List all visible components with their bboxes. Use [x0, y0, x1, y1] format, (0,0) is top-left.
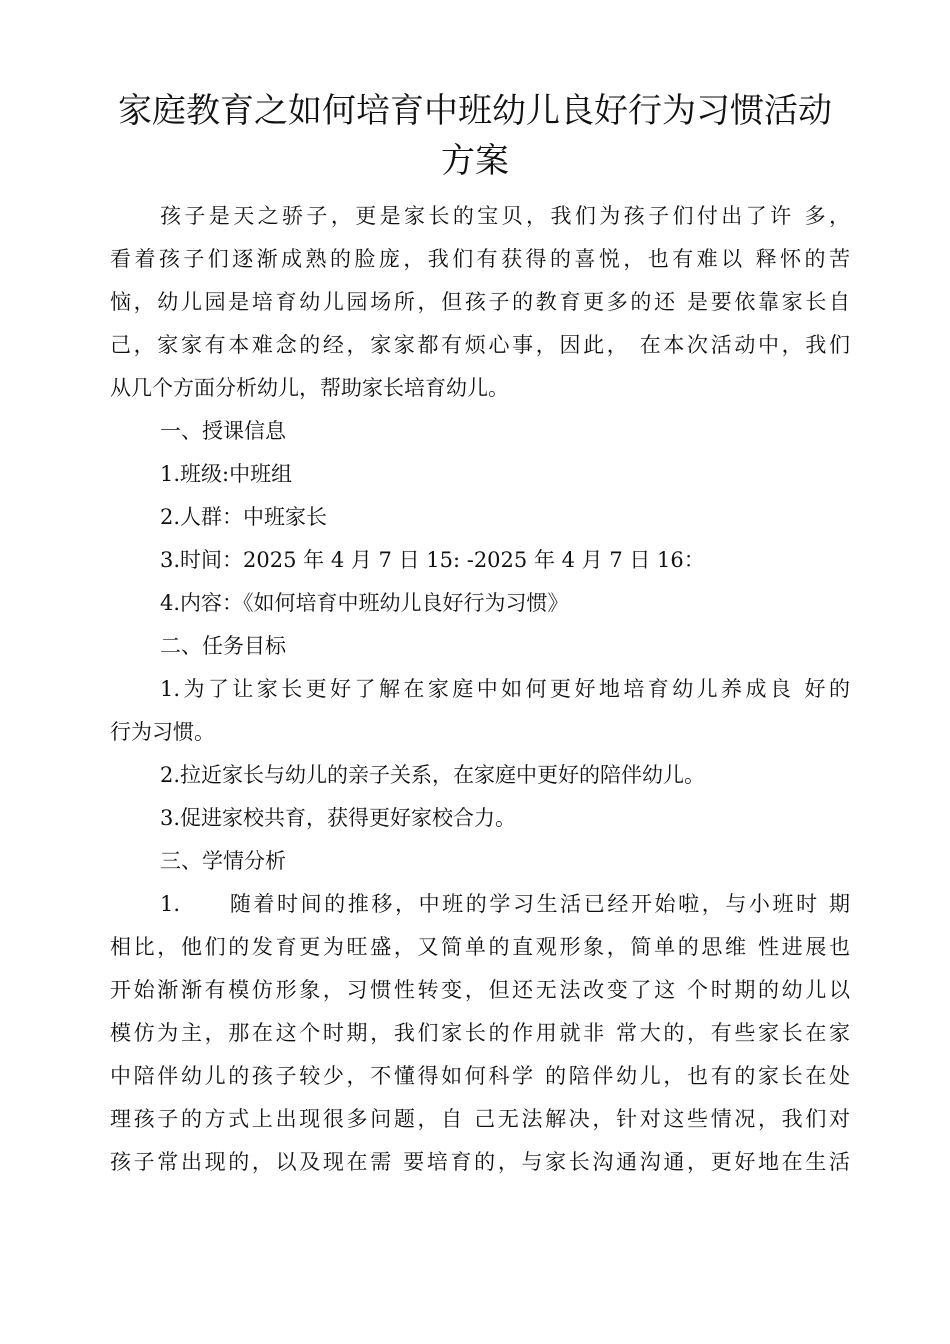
- section3-item-1-line-6: 理孩子的方式上出现很多问题，自 己无法解决，针对这些情况，我们对: [110, 1107, 850, 1131]
- section3-item-1-line-4: 模仿为主，那在这个时期，我们家长的作用就非 常大的，有些家长在家: [110, 1021, 850, 1045]
- intro-line-3: 恼，幼儿园是培育幼儿园场所，但孩子的教育更多的还 是要依靠家长自: [110, 290, 850, 314]
- section3-item-1-line-2: 相比，他们的发育更为旺盛，又简单的直观形象，简单的思维 性进展也: [110, 935, 850, 959]
- section-heading-3: 三、学情分析: [160, 849, 286, 873]
- section-heading-2: 二、任务目标: [160, 634, 286, 658]
- section1-item-4: 4.内容：《如何培育中班幼儿良好行为习惯》: [160, 591, 569, 615]
- section3-item-1-line-1: 1. 随着时间的推移，中班的学习生活已经开始啦，与小班时 期: [160, 892, 850, 916]
- intro-line-5: 从几个方面分析幼儿，帮助家长培育幼儿。: [110, 376, 509, 400]
- section3-item-1-line-7: 孩子常出现的，以及现在需 要培育的，与家长沟通沟通，更好地在生活: [110, 1150, 850, 1174]
- section2-item-2: 2.拉近家长与幼儿的亲子关系，在家庭中更好的陪伴幼儿。: [160, 763, 706, 787]
- section1-item-3: 3.时间：2025 年 4 月 7 日 15: -2025 年 4 月 7 日 16：: [160, 548, 705, 572]
- section2-item-1: [110, 668, 850, 754]
- document-body: [110, 195, 850, 1184]
- section1-item-1: 1.班级:中班组: [160, 462, 293, 486]
- section3-item-1-line-5: 中陪伴幼儿的孩子较少，不懂得如何科学 的陪伴幼儿，也有的家长在处: [110, 1064, 850, 1088]
- section3-item-1-line-3: 开始渐渐有模仿形象，习惯性转变，但还无法改变了这 个时期的幼儿以: [110, 978, 850, 1002]
- section1-item-2: 2.人群：中班家长: [160, 505, 328, 529]
- document-title: [100, 86, 850, 186]
- section-heading-1: 一、授课信息: [160, 419, 286, 443]
- title-line-1: 家庭教育之如何培育中班幼儿良好行为习惯活动: [118, 91, 832, 131]
- title-line-2: 方案: [441, 141, 509, 181]
- intro-line-1: 孩子是天之骄子，更是家长的宝贝，我们为孩子们付出了许 多，: [160, 204, 850, 228]
- intro-paragraph: [110, 195, 850, 410]
- section2-item-1-line-1: 1.为了让家长更好了解在家庭中如何更好地培育幼儿养成良 好的: [160, 677, 850, 701]
- section3-item-1: [110, 883, 850, 1184]
- section2-item-3: 3.促进家校共育，获得更好家校合力。: [160, 806, 517, 830]
- intro-line-2: 看着孩子们逐渐成熟的脸庞，我们有获得的喜悦，也有难以 释怀的苦: [110, 247, 850, 271]
- section2-item-1-line-2: 行为习惯。: [110, 720, 215, 744]
- intro-line-4: 己，家家有本难念的经，家家都有烦心事，因此， 在本次活动中，我们: [110, 333, 850, 357]
